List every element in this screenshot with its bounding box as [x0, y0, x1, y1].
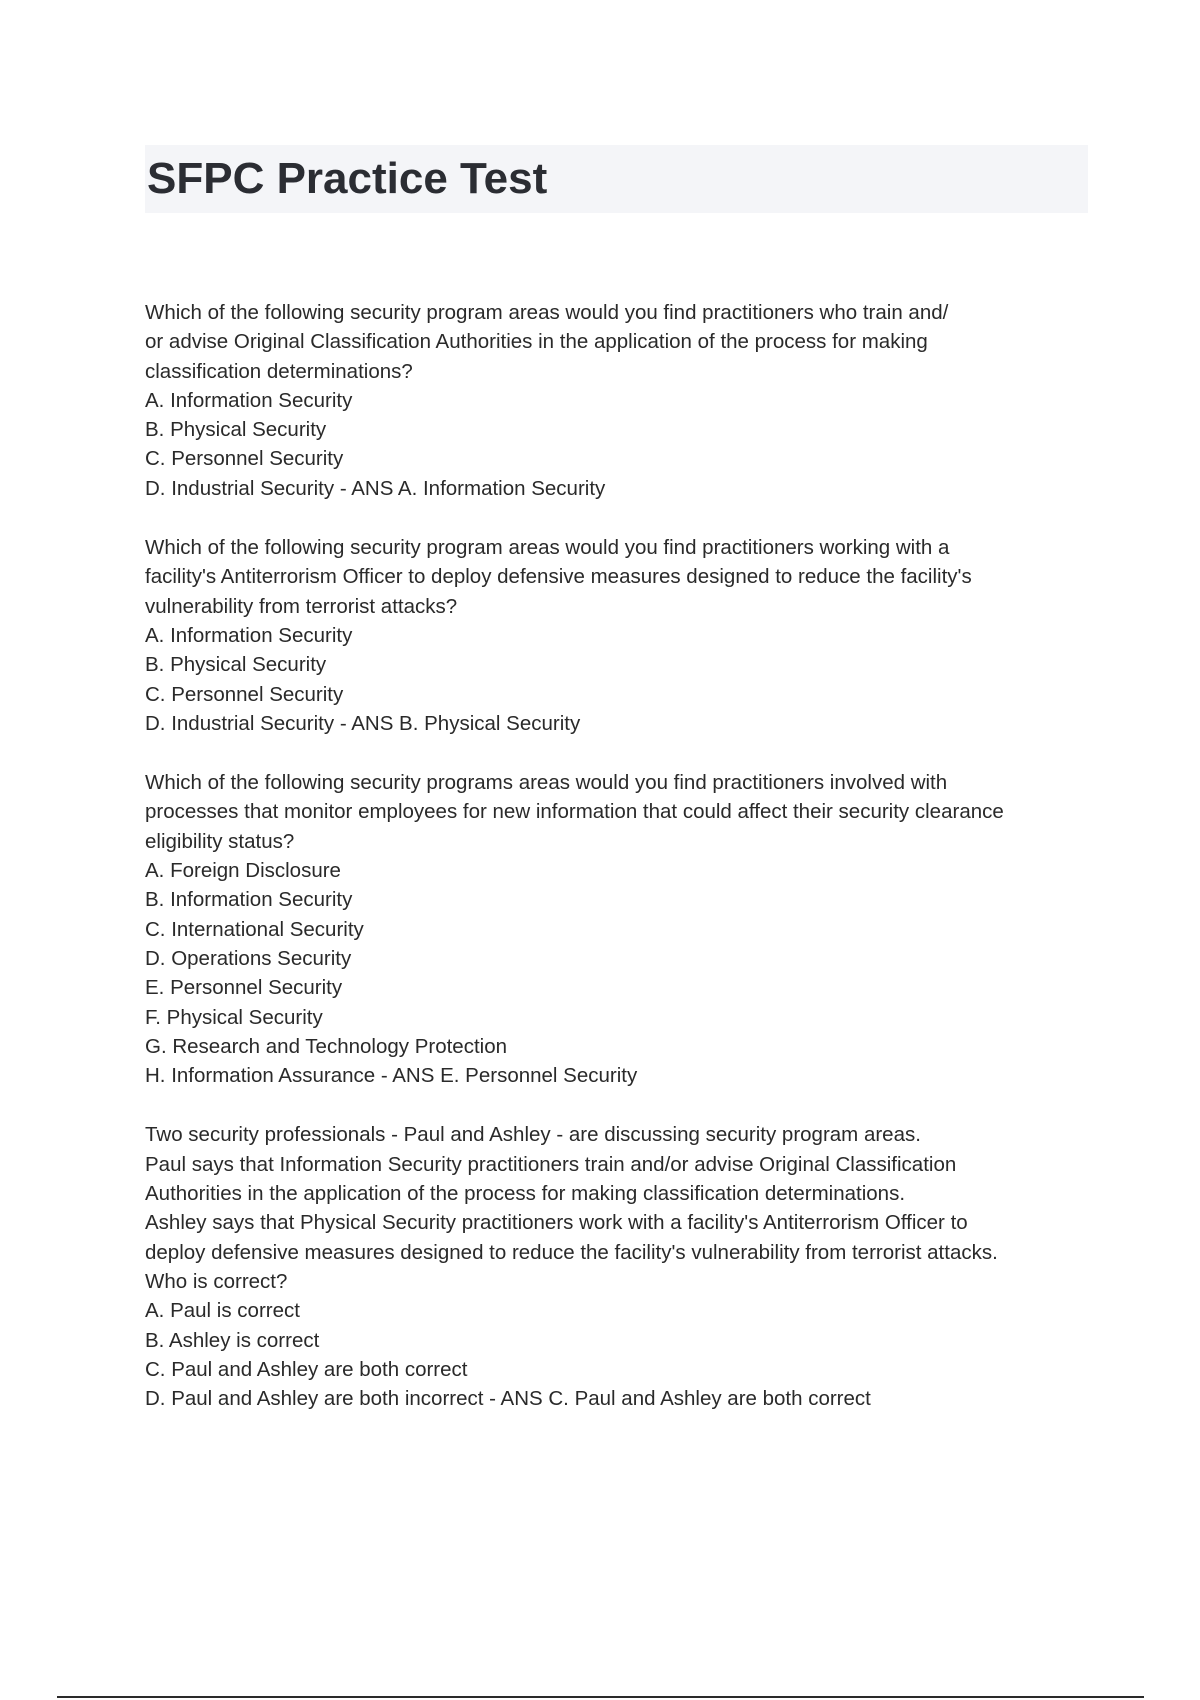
question-line: processes that monitor employees for new information that could affect their security clearance [145, 800, 1004, 824]
title-band [145, 145, 1088, 213]
answer-option: C. Personnel Security [145, 447, 344, 471]
answer-option: B. Physical Security [145, 418, 327, 442]
question-line: classification determinations? [145, 359, 413, 383]
answer-option: A. Foreign Disclosure [145, 859, 341, 883]
answer-option-with-key: H. Information Assurance - ANS E. Personnel Security [145, 1064, 638, 1088]
answer-option: C. Personnel Security [145, 682, 344, 706]
answer-option-with-key: D. Industrial Security - ANS B. Physical Security [145, 711, 581, 735]
question-line: Which of the following security program areas would you find practitioners working with a [145, 536, 950, 560]
answer-option: D. Operations Security [145, 946, 352, 970]
question-line: eligibility status? [145, 829, 295, 853]
answer-option: F. Physical Security [145, 1005, 323, 1029]
question-line: Which of the following security programs areas would you find practitioners involved with [145, 771, 948, 795]
question-line: vulnerability from terrorist attacks? [145, 594, 458, 618]
answer-option: C. International Security [145, 917, 364, 941]
answer-option: A. Paul is correct [145, 1299, 300, 1323]
question-list [145, 298, 1095, 1443]
page-title: SFPC Practice Test [147, 154, 548, 203]
question-block-3 [145, 768, 1095, 1090]
question-line: Paul says that Information Security practitioners train and/or advise Original Classification [145, 1152, 957, 1176]
question-block-2 [145, 533, 1095, 738]
answer-option: B. Physical Security [145, 653, 327, 677]
answer-option-with-key: D. Paul and Ashley are both incorrect - ANS C. Paul and Ashley are both correct [145, 1387, 871, 1411]
question-block-4 [145, 1120, 1095, 1413]
question-block-1 [145, 298, 1095, 503]
question-line: Ashley says that Physical Security practitioners work with a facility's Antiterrorism Officer to [145, 1211, 968, 1235]
question-line: Which of the following security program areas would you find practitioners who train and/ [145, 301, 949, 324]
answer-option: A. Information Security [145, 623, 353, 647]
question-line: deploy defensive measures designed to reduce the facility's vulnerability from terrorist attacks. [145, 1240, 998, 1264]
question-line: Who is correct? [145, 1269, 288, 1293]
answer-option: B. Ashley is correct [145, 1328, 320, 1352]
answer-option-with-key: D. Industrial Security - ANS A. Information Security [145, 476, 606, 500]
question-line: facility's Antiterrorism Officer to deploy defensive measures designed to reduce the facility's [145, 565, 972, 589]
answer-option: E. Personnel Security [145, 976, 343, 1000]
answer-option: G. Research and Technology Protection [145, 1034, 508, 1058]
question-line: Authorities in the application of the process for making classification determinations. [145, 1182, 906, 1206]
question-line: or advise Original Classification Authorities in the application of the process for making [145, 330, 928, 354]
answer-option: A. Information Security [145, 388, 353, 412]
answer-option: B. Information Security [145, 888, 353, 912]
bottom-divider [57, 1696, 1144, 1698]
question-line: Two security professionals - Paul and Ashley - are discussing security program areas. [145, 1123, 921, 1147]
answer-option: C. Paul and Ashley are both correct [145, 1357, 468, 1381]
